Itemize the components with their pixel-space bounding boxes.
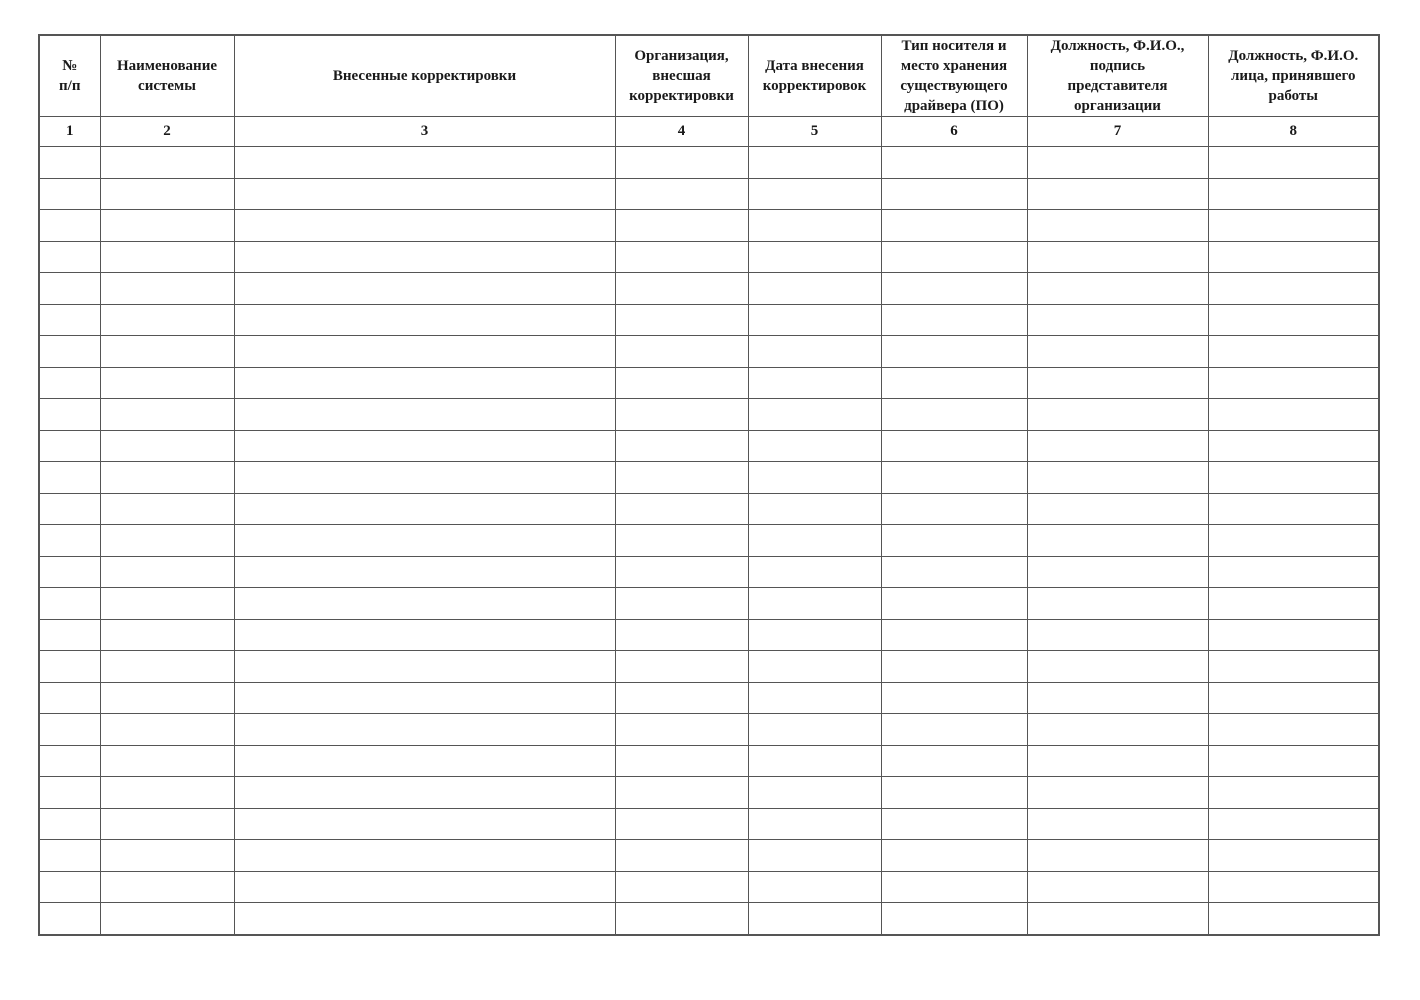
table-cell[interactable] bbox=[615, 714, 748, 746]
corrections-log-table bbox=[38, 34, 1380, 936]
table-cell[interactable] bbox=[100, 556, 234, 588]
column-number: 3 bbox=[234, 117, 615, 147]
table-cell[interactable] bbox=[39, 210, 100, 242]
table-cell[interactable] bbox=[234, 651, 615, 683]
table-cell[interactable] bbox=[1027, 903, 1208, 935]
table-cell[interactable] bbox=[100, 777, 234, 809]
table-cell[interactable] bbox=[748, 462, 881, 494]
table-cell[interactable] bbox=[748, 871, 881, 903]
table-row bbox=[39, 210, 1379, 242]
table-cell[interactable] bbox=[100, 619, 234, 651]
table-cell[interactable] bbox=[881, 399, 1027, 431]
table-cell[interactable] bbox=[100, 367, 234, 399]
table-cell[interactable] bbox=[100, 840, 234, 872]
table-cell[interactable] bbox=[234, 336, 615, 368]
table-cell[interactable] bbox=[1027, 777, 1208, 809]
table-cell[interactable] bbox=[748, 808, 881, 840]
table-cell[interactable] bbox=[39, 745, 100, 777]
table-cell[interactable] bbox=[615, 241, 748, 273]
table-cell[interactable] bbox=[1027, 525, 1208, 557]
table-cell[interactable] bbox=[615, 147, 748, 179]
column-header-corrections: Внесенные корректировки bbox=[234, 35, 615, 117]
table-row bbox=[39, 304, 1379, 336]
table-cell[interactable] bbox=[1208, 462, 1379, 494]
table-cell[interactable] bbox=[234, 808, 615, 840]
table-cell[interactable] bbox=[1208, 493, 1379, 525]
table-cell[interactable] bbox=[881, 619, 1027, 651]
table-cell[interactable] bbox=[234, 619, 615, 651]
table-cell[interactable] bbox=[1208, 399, 1379, 431]
table-row bbox=[39, 745, 1379, 777]
table-cell[interactable] bbox=[1027, 336, 1208, 368]
table-cell[interactable] bbox=[234, 241, 615, 273]
table-header-row bbox=[39, 35, 1379, 117]
table-cell[interactable] bbox=[615, 619, 748, 651]
table-row bbox=[39, 682, 1379, 714]
table-cell[interactable] bbox=[748, 304, 881, 336]
table-cell[interactable] bbox=[615, 871, 748, 903]
table-cell[interactable] bbox=[881, 462, 1027, 494]
table-row bbox=[39, 871, 1379, 903]
table-cell[interactable] bbox=[748, 210, 881, 242]
table-row bbox=[39, 556, 1379, 588]
table-cell[interactable] bbox=[100, 399, 234, 431]
column-header-organization: Организация, внесшая корректировки bbox=[615, 35, 748, 117]
table-cell[interactable] bbox=[234, 462, 615, 494]
table-cell[interactable] bbox=[234, 840, 615, 872]
table-cell[interactable] bbox=[100, 336, 234, 368]
table-cell[interactable] bbox=[1208, 871, 1379, 903]
table-cell[interactable] bbox=[1208, 430, 1379, 462]
column-header-org-representative: Должность, Ф.И.О., подпись представителя организации bbox=[1027, 35, 1208, 117]
table-cell[interactable] bbox=[748, 840, 881, 872]
table-cell[interactable] bbox=[1208, 304, 1379, 336]
table-row bbox=[39, 493, 1379, 525]
table-cell[interactable] bbox=[615, 777, 748, 809]
table-cell[interactable] bbox=[748, 588, 881, 620]
table-cell[interactable] bbox=[881, 493, 1027, 525]
table-cell[interactable] bbox=[100, 525, 234, 557]
table-cell[interactable] bbox=[615, 399, 748, 431]
table-row bbox=[39, 430, 1379, 462]
table-cell[interactable] bbox=[100, 651, 234, 683]
table-row bbox=[39, 840, 1379, 872]
table-row bbox=[39, 651, 1379, 683]
table-cell[interactable] bbox=[234, 745, 615, 777]
table-cell[interactable] bbox=[1027, 588, 1208, 620]
table-cell[interactable] bbox=[748, 336, 881, 368]
table-cell[interactable] bbox=[748, 777, 881, 809]
table-cell[interactable] bbox=[748, 178, 881, 210]
table-cell[interactable] bbox=[1208, 651, 1379, 683]
table-cell[interactable] bbox=[234, 210, 615, 242]
table-cell[interactable] bbox=[39, 273, 100, 305]
table-row bbox=[39, 147, 1379, 179]
table-cell[interactable] bbox=[100, 462, 234, 494]
column-header-accepting-person: Должность, Ф.И.О. лица, принявшего работы bbox=[1208, 35, 1379, 117]
table-cell[interactable] bbox=[1027, 430, 1208, 462]
table-cell[interactable] bbox=[1027, 462, 1208, 494]
table-cell[interactable] bbox=[881, 367, 1027, 399]
table-cell[interactable] bbox=[39, 808, 100, 840]
table-row bbox=[39, 273, 1379, 305]
table-cell[interactable] bbox=[881, 430, 1027, 462]
table-cell[interactable] bbox=[100, 178, 234, 210]
table-cell[interactable] bbox=[39, 714, 100, 746]
table-row bbox=[39, 399, 1379, 431]
table-row bbox=[39, 619, 1379, 651]
table-row bbox=[39, 903, 1379, 935]
table-cell[interactable] bbox=[881, 871, 1027, 903]
column-number: 8 bbox=[1208, 117, 1379, 147]
table-cell[interactable] bbox=[1027, 304, 1208, 336]
table-cell[interactable] bbox=[1027, 651, 1208, 683]
table-cell[interactable] bbox=[615, 588, 748, 620]
table-cell[interactable] bbox=[100, 682, 234, 714]
table-cell[interactable] bbox=[234, 682, 615, 714]
table-cell[interactable] bbox=[39, 903, 100, 935]
table-cell[interactable] bbox=[748, 903, 881, 935]
table-cell[interactable] bbox=[234, 367, 615, 399]
table-cell[interactable] bbox=[615, 430, 748, 462]
table-cell[interactable] bbox=[234, 147, 615, 179]
table-cell[interactable] bbox=[615, 210, 748, 242]
table-cell[interactable] bbox=[615, 556, 748, 588]
table-cell[interactable] bbox=[615, 304, 748, 336]
table-cell[interactable] bbox=[100, 147, 234, 179]
table-cell[interactable] bbox=[1027, 210, 1208, 242]
table-cell[interactable] bbox=[881, 273, 1027, 305]
table-cell[interactable] bbox=[1027, 619, 1208, 651]
table-cell[interactable] bbox=[881, 808, 1027, 840]
table-cell[interactable] bbox=[881, 147, 1027, 179]
table-cell[interactable] bbox=[748, 556, 881, 588]
table-cell[interactable] bbox=[1208, 241, 1379, 273]
column-header-system-name: Наименование системы bbox=[100, 35, 234, 117]
table-cell[interactable] bbox=[615, 745, 748, 777]
table-cell[interactable] bbox=[615, 178, 748, 210]
column-header-media-type: Тип носителя и место хранения существующего драйвера (ПО) bbox=[881, 35, 1027, 117]
table-cell[interactable] bbox=[100, 714, 234, 746]
table-cell[interactable] bbox=[1027, 745, 1208, 777]
table-cell[interactable] bbox=[1208, 588, 1379, 620]
table-cell[interactable] bbox=[234, 273, 615, 305]
table-cell[interactable] bbox=[1027, 808, 1208, 840]
table-cell[interactable] bbox=[881, 241, 1027, 273]
table-cell[interactable] bbox=[39, 399, 100, 431]
table-cell[interactable] bbox=[1027, 682, 1208, 714]
table-cell[interactable] bbox=[748, 367, 881, 399]
table-cell[interactable] bbox=[615, 808, 748, 840]
table-cell[interactable] bbox=[100, 210, 234, 242]
table-cell[interactable] bbox=[100, 273, 234, 305]
table-cell[interactable] bbox=[1027, 367, 1208, 399]
table-cell[interactable] bbox=[881, 903, 1027, 935]
table-cell[interactable] bbox=[615, 651, 748, 683]
table-cell[interactable] bbox=[1208, 714, 1379, 746]
column-number: 4 bbox=[615, 117, 748, 147]
column-number: 1 bbox=[39, 117, 100, 147]
table-cell[interactable] bbox=[1208, 682, 1379, 714]
table-cell[interactable] bbox=[100, 745, 234, 777]
table-cell[interactable] bbox=[234, 493, 615, 525]
table-cell[interactable] bbox=[1027, 147, 1208, 179]
table-cell[interactable] bbox=[100, 903, 234, 935]
column-number: 2 bbox=[100, 117, 234, 147]
table-cell[interactable] bbox=[39, 525, 100, 557]
table-cell[interactable] bbox=[881, 210, 1027, 242]
table-cell[interactable] bbox=[39, 430, 100, 462]
table-cell[interactable] bbox=[100, 430, 234, 462]
table-cell[interactable] bbox=[748, 651, 881, 683]
table-cell[interactable] bbox=[39, 588, 100, 620]
table-row bbox=[39, 367, 1379, 399]
table-cell[interactable] bbox=[1208, 745, 1379, 777]
table-cell[interactable] bbox=[39, 871, 100, 903]
table-cell[interactable] bbox=[234, 525, 615, 557]
table-cell[interactable] bbox=[881, 840, 1027, 872]
column-number-row bbox=[39, 117, 1379, 147]
table-cell[interactable] bbox=[1027, 273, 1208, 305]
table-cell[interactable] bbox=[615, 525, 748, 557]
table-cell[interactable] bbox=[1027, 871, 1208, 903]
table-cell[interactable] bbox=[39, 556, 100, 588]
table-cell[interactable] bbox=[100, 304, 234, 336]
table-cell[interactable] bbox=[615, 682, 748, 714]
table-cell[interactable] bbox=[881, 777, 1027, 809]
table-cell[interactable] bbox=[748, 714, 881, 746]
table-cell[interactable] bbox=[748, 682, 881, 714]
column-number: 5 bbox=[748, 117, 881, 147]
table-cell[interactable] bbox=[1208, 903, 1379, 935]
table-cell[interactable] bbox=[748, 430, 881, 462]
table-cell[interactable] bbox=[39, 462, 100, 494]
table-cell[interactable] bbox=[1208, 336, 1379, 368]
table-cell[interactable] bbox=[881, 304, 1027, 336]
table-cell[interactable] bbox=[1208, 147, 1379, 179]
column-header-date: Дата внесения корректировок bbox=[748, 35, 881, 117]
table-cell[interactable] bbox=[39, 241, 100, 273]
table-cell[interactable] bbox=[1208, 273, 1379, 305]
table-cell[interactable] bbox=[234, 714, 615, 746]
table-cell[interactable] bbox=[881, 651, 1027, 683]
table-cell[interactable] bbox=[234, 430, 615, 462]
table-cell[interactable] bbox=[39, 178, 100, 210]
column-number: 7 bbox=[1027, 117, 1208, 147]
table-row bbox=[39, 178, 1379, 210]
table-cell[interactable] bbox=[39, 840, 100, 872]
table-row bbox=[39, 462, 1379, 494]
column-number: 6 bbox=[881, 117, 1027, 147]
table-cell[interactable] bbox=[1208, 210, 1379, 242]
table-cell[interactable] bbox=[748, 745, 881, 777]
table-cell[interactable] bbox=[1208, 525, 1379, 557]
table-cell[interactable] bbox=[1208, 178, 1379, 210]
table-cell[interactable] bbox=[1208, 840, 1379, 872]
table-cell[interactable] bbox=[1027, 241, 1208, 273]
table-cell[interactable] bbox=[748, 493, 881, 525]
table-cell[interactable] bbox=[881, 336, 1027, 368]
table-cell[interactable] bbox=[100, 588, 234, 620]
table-cell[interactable] bbox=[1208, 808, 1379, 840]
table-cell[interactable] bbox=[615, 462, 748, 494]
table-cell[interactable] bbox=[234, 556, 615, 588]
table-cell[interactable] bbox=[748, 241, 881, 273]
table-cell[interactable] bbox=[615, 840, 748, 872]
column-header-number: № п/п bbox=[39, 35, 100, 117]
table-cell[interactable] bbox=[615, 367, 748, 399]
table-cell[interactable] bbox=[39, 304, 100, 336]
table-cell[interactable] bbox=[234, 871, 615, 903]
table-row bbox=[39, 777, 1379, 809]
table-cell[interactable] bbox=[100, 871, 234, 903]
table-cell[interactable] bbox=[615, 903, 748, 935]
table-cell[interactable] bbox=[39, 777, 100, 809]
table-cell[interactable] bbox=[1208, 619, 1379, 651]
table-cell[interactable] bbox=[1027, 399, 1208, 431]
table-cell[interactable] bbox=[748, 525, 881, 557]
table-cell[interactable] bbox=[748, 619, 881, 651]
table-cell[interactable] bbox=[1027, 556, 1208, 588]
table-cell[interactable] bbox=[1027, 714, 1208, 746]
table-cell[interactable] bbox=[234, 903, 615, 935]
table-cell[interactable] bbox=[881, 525, 1027, 557]
table-cell[interactable] bbox=[1027, 840, 1208, 872]
table-cell[interactable] bbox=[615, 273, 748, 305]
table-cell[interactable] bbox=[234, 588, 615, 620]
table-row bbox=[39, 241, 1379, 273]
table-cell[interactable] bbox=[100, 493, 234, 525]
table-cell[interactable] bbox=[881, 588, 1027, 620]
table-cell[interactable] bbox=[615, 336, 748, 368]
table-row bbox=[39, 525, 1379, 557]
table-cell[interactable] bbox=[234, 304, 615, 336]
table-cell[interactable] bbox=[39, 367, 100, 399]
table-cell[interactable] bbox=[39, 651, 100, 683]
table-cell[interactable] bbox=[39, 493, 100, 525]
table-cell[interactable] bbox=[881, 556, 1027, 588]
table-cell[interactable] bbox=[881, 714, 1027, 746]
table-cell[interactable] bbox=[748, 147, 881, 179]
table-row bbox=[39, 336, 1379, 368]
table-cell[interactable] bbox=[39, 682, 100, 714]
table-cell[interactable] bbox=[881, 745, 1027, 777]
table-cell[interactable] bbox=[234, 399, 615, 431]
table-row bbox=[39, 714, 1379, 746]
table-cell[interactable] bbox=[39, 619, 100, 651]
table-row bbox=[39, 808, 1379, 840]
table-cell[interactable] bbox=[1027, 178, 1208, 210]
table-cell[interactable] bbox=[1208, 777, 1379, 809]
table-cell[interactable] bbox=[881, 682, 1027, 714]
table-cell[interactable] bbox=[1027, 493, 1208, 525]
table-cell[interactable] bbox=[234, 178, 615, 210]
table-cell[interactable] bbox=[881, 178, 1027, 210]
table-cell[interactable] bbox=[1208, 367, 1379, 399]
table-cell[interactable] bbox=[100, 808, 234, 840]
table-cell[interactable] bbox=[1208, 556, 1379, 588]
table-cell[interactable] bbox=[39, 336, 100, 368]
table-body bbox=[39, 147, 1379, 935]
table-row bbox=[39, 588, 1379, 620]
table-cell[interactable] bbox=[748, 399, 881, 431]
table-cell[interactable] bbox=[234, 777, 615, 809]
table-cell[interactable] bbox=[615, 493, 748, 525]
table-cell[interactable] bbox=[748, 273, 881, 305]
table-cell[interactable] bbox=[39, 147, 100, 179]
table-cell[interactable] bbox=[100, 241, 234, 273]
